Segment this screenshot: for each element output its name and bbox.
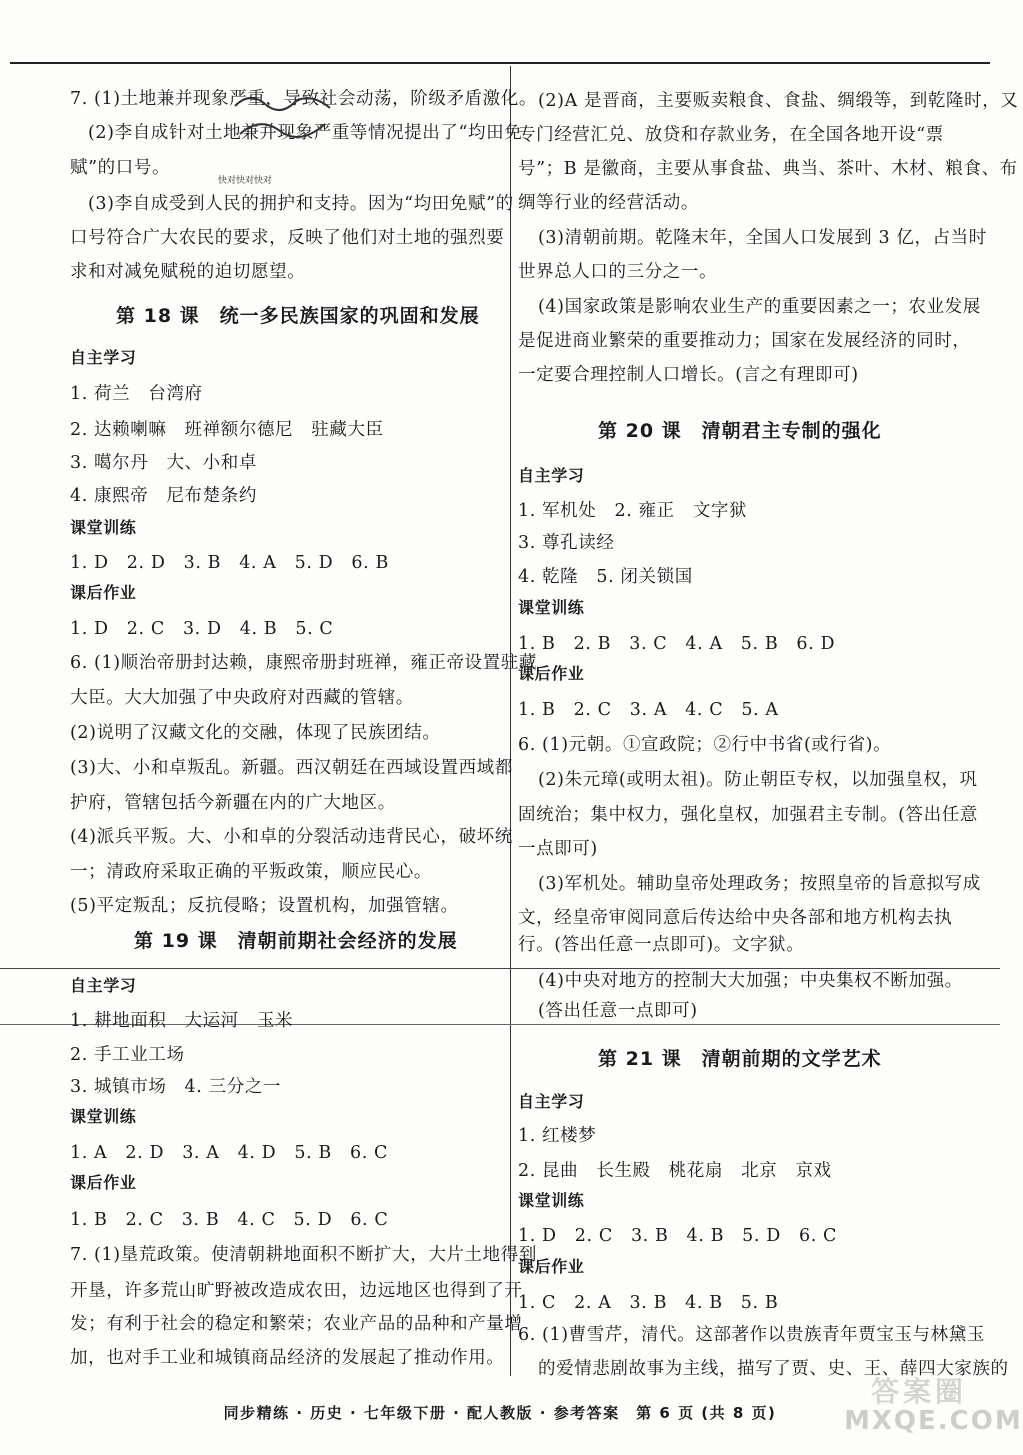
answer-line: 6. (1)元朝。①宣政院；②行中书省(或行省)。	[518, 735, 892, 755]
answer-line: (3)大、小和卓叛乱。新疆。西汉朝廷在西域设置西域都	[70, 758, 513, 778]
answer-line: 1. B 2. C 3. B 4. C 5. D 6. C	[70, 1210, 389, 1230]
column-divider	[510, 66, 511, 1376]
answer-line: 1. D 2. C 3. D 4. B 5. C	[70, 619, 334, 639]
handwriting-scribble	[230, 86, 340, 146]
answer-line: (3)李自成受到人民的拥护和支持。因为“均田免赋”的	[88, 194, 514, 214]
section-heading: 课后作业	[518, 1257, 585, 1276]
scan-fold-line	[0, 968, 1000, 969]
lesson-18-title: 第 18 课 统一多民族国家的巩固和发展	[116, 305, 480, 327]
answer-line: 4. 康熙帝 尼布楚条约	[70, 486, 257, 506]
answer-line: 2. 达赖喇嘛 班禅额尔德尼 驻藏大臣	[70, 420, 384, 440]
section-heading: 课堂训练	[70, 518, 137, 537]
answer-line: (4)中央对地方的控制大大加强；中央集权不断加强。	[538, 971, 963, 991]
handwriting-note: 快对快对快对	[218, 176, 273, 186]
answer-line: 世界总人口的三分之一。	[518, 262, 718, 282]
answer-line: 1. 荷兰 台湾府	[70, 384, 203, 404]
answer-line: (2)说明了汉藏文化的交融，体现了民族团结。	[70, 723, 441, 743]
section-heading: 课堂训练	[70, 1107, 137, 1126]
section-heading: 自主学习	[518, 466, 585, 485]
answer-line: 求和对减免赋税的迫切愿望。	[70, 262, 306, 282]
top-rule	[10, 62, 990, 64]
lesson-21-title: 第 21 课 清朝前期的文学艺术	[598, 1048, 882, 1070]
answer-line: 1. 军机处 2. 雍正 文字狱	[518, 501, 748, 521]
answer-line: (3)清朝前期。乾隆末年，全国人口发展到 3 亿，占当时	[538, 228, 987, 248]
answer-line: 1. A 2. D 3. A 4. D 5. B 6. C	[70, 1143, 389, 1163]
answer-line: 是促进商业繁荣的重要推动力；国家在发展经济的同时，	[518, 331, 971, 351]
answer-line: 文，经皇帝审阅同意后传达给中央各部和地方机构去执	[518, 908, 953, 928]
answer-line: 7. (1)垦荒政策。使清朝耕地面积不断扩大，大片土地得到	[70, 1245, 537, 1265]
answer-line: 4. 乾隆 5. 闭关锁国	[518, 567, 693, 587]
answer-line: 开垦，许多荒山旷野被改造成农田，边远地区也得到了开	[70, 1281, 523, 1301]
answer-line: (2)朱元璋(或明太祖)。防止朝臣专权，以加强皇权，巩	[538, 770, 978, 790]
answer-line: (2)李自成针对土地兼并现象严重等情况提出了“均田免	[88, 123, 523, 143]
answer-line: 1. 耕地面积 大运河 玉米	[70, 1011, 294, 1031]
answer-line: 1. B 2. C 3. A 4. C 5. A	[518, 700, 779, 720]
watermark-top: 答案圈	[870, 1375, 967, 1408]
answer-line: 号”；B 是徽商，主要从事食盐、典当、茶叶、木材、粮食、布	[518, 159, 1018, 179]
watermark-logo	[844, 1366, 1023, 1444]
answer-line: (2)A 是晋商，主要贩卖粮食、食盐、绸缎等，到乾隆时，又	[538, 91, 1019, 111]
lesson-19-title: 第 19 课 清朝前期社会经济的发展	[134, 930, 458, 952]
answer-line: 一定要合理控制人口增长。(言之有理即可)	[518, 365, 859, 385]
answer-line: (4)派兵平叛。大、小和卓的分裂活动违背民心，破坏统	[70, 827, 513, 847]
answer-line: 2. 昆曲 长生殿 桃花扇 北京 京戏	[518, 1161, 832, 1181]
answer-line: (4)国家政策是影响农业生产的重要因素之一；农业发展	[538, 297, 981, 317]
answer-line: 6. (1)曹雪芹，清代。这部著作以贵族青年贾宝玉与林黛玉	[518, 1325, 985, 1345]
answer-line: 的爱情悲剧故事为主线，描写了贾、史、王、薛四大家族的	[538, 1359, 1009, 1379]
section-heading: 课堂训练	[518, 598, 585, 617]
answer-line: 1. 红楼梦	[518, 1126, 597, 1146]
section-heading: 课后作业	[518, 664, 585, 683]
answer-line: 专门经营汇兑、放贷和存款业务，在全国各地开设“票	[518, 125, 944, 145]
answer-line: 3. 尊孔读经	[518, 533, 615, 553]
answer-line: 加，也对手工业和城镇商品经济的发展起了推动作用。	[70, 1348, 505, 1368]
section-heading: 课后作业	[70, 1173, 137, 1192]
answer-line: 行。(答出任意一点即可)。文字狱。	[518, 935, 805, 955]
watermark-bottom: MXQE.COM	[844, 1406, 1023, 1436]
answer-line: 赋”的口号。	[70, 158, 171, 178]
answer-line: 发；有利于社会的稳定和繁荣；农业产品的品种和产量增	[70, 1314, 523, 1334]
section-heading: 自主学习	[518, 1092, 585, 1111]
answer-line: 6. (1)顺治帝册封达赖，康熙帝册封班禅，雍正帝设置驻藏	[70, 653, 537, 673]
lesson-20-title: 第 20 课 清朝君主专制的强化	[598, 420, 882, 442]
answer-line: 绸等行业的经营活动。	[518, 193, 699, 213]
section-heading: 自主学习	[70, 976, 137, 995]
answer-line: 护府，管辖包括今新疆在内的广大地区。	[70, 793, 396, 813]
answer-line: 1. B 2. B 3. C 4. A 5. B 6. D	[518, 634, 836, 654]
answer-line: (答出任意一点即可)	[538, 1001, 698, 1021]
answer-line: 大臣。大大加强了中央政府对西藏的管辖。	[70, 688, 414, 708]
answer-line: 1. D 2. D 3. B 4. A 5. D 6. B	[70, 553, 389, 573]
answer-line: 一点即可)	[518, 839, 598, 859]
section-heading: 课后作业	[70, 583, 137, 602]
answer-line: 2. 手工业工场	[70, 1045, 185, 1065]
answer-line: (5)平定叛乱；反抗侵略；设置机构，加强管辖。	[70, 896, 459, 916]
answer-line: 1. D 2. C 3. B 4. B 5. D 6. C	[518, 1226, 838, 1246]
section-heading: 课堂训练	[518, 1191, 585, 1210]
section-heading: 自主学习	[70, 348, 137, 367]
answer-line: 7. (1)土地兼并现象严重，导致社会动荡，阶级矛盾激化。	[70, 89, 537, 109]
answer-line: 固统治；集中权力，强化皇权，加强君主专制。(答出任意	[518, 805, 978, 825]
answer-line: 3. 城镇市场 4. 三分之一	[70, 1077, 282, 1097]
answer-line: 口号符合广大农民的要求，反映了他们对土地的强烈要	[70, 228, 505, 248]
answer-line: (3)军机处。辅助皇帝处理政务；按照皇帝的旨意拟写成	[538, 874, 981, 894]
answer-line: 一；清政府采取正确的平叛政策，顺应民心。	[70, 862, 432, 882]
answer-line: 1. C 2. A 3. B 4. B 5. B	[518, 1293, 779, 1313]
answer-line: 3. 噶尔丹 大、小和卓	[70, 453, 257, 473]
page-footer: 同步精练 · 历史 · 七年级下册 · 配人教版 · 参考答案 第 6 页 (共 8 页)	[223, 1404, 777, 1422]
